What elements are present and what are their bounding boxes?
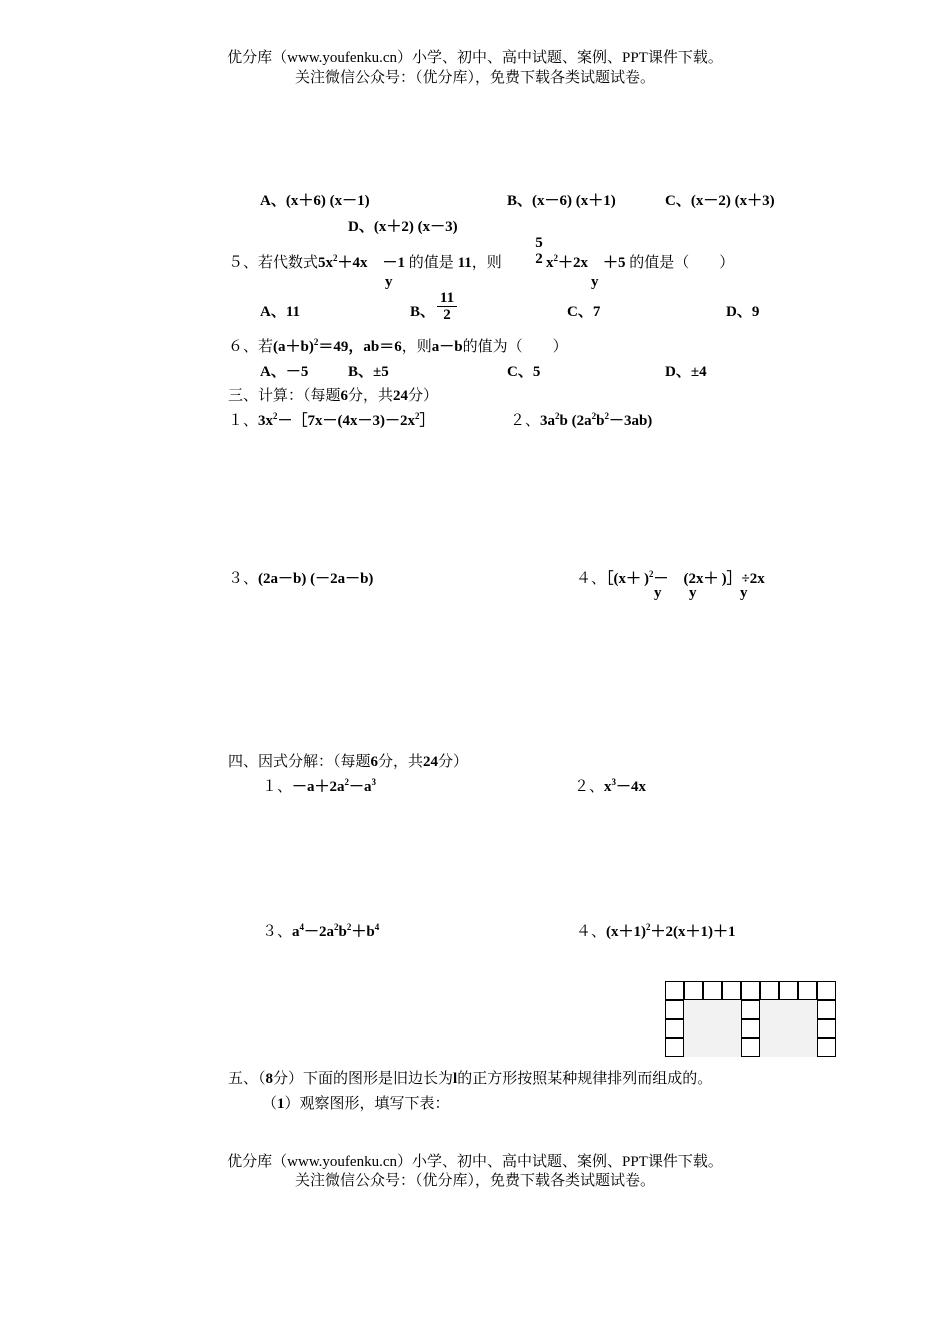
figure-square: [779, 981, 798, 1000]
footer-line-2: 关注微信公众号：（优分库），免费下载各类试题试卷。: [294, 1173, 655, 1189]
q5-option-d: D、9: [726, 304, 760, 320]
section4-problem-3: ３、$a^4-2a^2b^2+b^4$: [262, 922, 380, 940]
figure-square: [722, 981, 741, 1000]
figure-square: [741, 981, 760, 1000]
q5-expr1: $5x^2+4x$ －1: [318, 253, 406, 271]
figure-square: [703, 981, 722, 1000]
figure-shaded-area-left: [684, 1000, 741, 1057]
q5-value: 11: [457, 255, 472, 271]
section3-problem-4: ４、［(x＋ )$^2$－ (2x＋ )］÷2x: [576, 569, 765, 587]
section4-title: 四、因式分解：（每题6分，共24分）: [228, 754, 469, 770]
q5-prefix: ５、若代数式: [228, 255, 319, 271]
q4-option-b: B、(x－6) (x＋1): [507, 193, 616, 209]
section4-problem-4: ４、$(x+1)^2+2(x+1)+1$: [576, 922, 736, 940]
q5-option-a: A、11: [260, 304, 301, 320]
section3-p4-sub-y3: y: [740, 585, 748, 601]
header-line-2: 关注微信公众号：（优分库），免费下载各类试题试卷。: [294, 70, 655, 86]
figure-square: [741, 1038, 760, 1057]
figure-square: [817, 1000, 836, 1019]
q5-mid-text: 的值是: [408, 255, 454, 271]
section3-title: 三、计算：（每题6分，共24分）: [228, 388, 439, 404]
figure-square: [741, 1000, 760, 1019]
q5-stem: [228, 251, 502, 272]
header-line-1: 优分库（www.youfenku.cn）小学、初中、高中试题、案例、PPT课件下载。: [227, 50, 723, 66]
figure-square: [817, 1038, 836, 1057]
q5-option-b-label: B、: [410, 304, 436, 320]
section5-subquestion-1: （1）观察图形，填写下表：: [262, 1096, 450, 1112]
figure-square: [665, 1038, 684, 1057]
section5-title: 五、（8分）下面的图形是旧边长为l的正方形按照某种规律排列而组成的。: [228, 1071, 713, 1087]
figure-square: [741, 1019, 760, 1038]
q5-sub-y2: y: [591, 274, 599, 290]
q5-then: ，则: [471, 255, 502, 271]
figure-square: [817, 981, 836, 1000]
section3-problem-3: ３、(2a－b) (－2a－b): [228, 571, 374, 587]
q4-option-a: A、(x＋6) (x－1): [260, 193, 370, 209]
section3-p4-sub-y2: y: [689, 585, 697, 601]
q5-expr2: $x^2+2x$ ＋5 的值是（ ）: [546, 253, 735, 271]
q6-option-a: A、－5: [260, 364, 309, 380]
section4-problem-2: ２、$x^3-4x$: [574, 777, 647, 795]
square-pattern-figure: [665, 981, 835, 1057]
section3-p4-sub-y1: y: [654, 585, 662, 601]
q4-option-d: D、(x＋2) (x－3): [348, 219, 458, 235]
q6-option-b: B、±5: [348, 364, 389, 380]
footer-line-1: 优分库（www.youfenku.cn）小学、初中、高中试题、案例、PPT课件下载。: [227, 1154, 723, 1170]
figure-square: [817, 1019, 836, 1038]
figure-square: [665, 1000, 684, 1019]
figure-shaded-area-right: [760, 1000, 817, 1057]
q5-fraction: 5 2: [535, 235, 543, 267]
figure-square: [798, 981, 817, 1000]
q6-stem: ６、若$(a+b)^2=49$，ab＝6，则a－b的值为（ ）: [228, 337, 568, 355]
q5-sub-y1: y: [385, 274, 393, 290]
section4-problem-1: １、$-a+2a^2-a^3$: [262, 777, 377, 795]
figure-square: [665, 981, 684, 1000]
figure-square: [760, 981, 779, 1000]
q5-option-b-fraction: $\frac{11}{2}$: [437, 290, 457, 323]
q5-option-c: C、7: [567, 304, 601, 320]
q4-option-c: C、(x－2) (x＋3): [665, 193, 775, 209]
q6-option-c: C、5: [507, 364, 541, 380]
q6-option-d: D、±4: [665, 364, 707, 380]
section3-problem-2: ２、$3a^2b$ $(2a^2b^2-3ab)$: [510, 411, 653, 429]
figure-square: [665, 1019, 684, 1038]
figure-square: [684, 981, 703, 1000]
section3-problem-1: １、$3x^2-[7x-(4x-3)-2x^2]$: [228, 411, 435, 429]
